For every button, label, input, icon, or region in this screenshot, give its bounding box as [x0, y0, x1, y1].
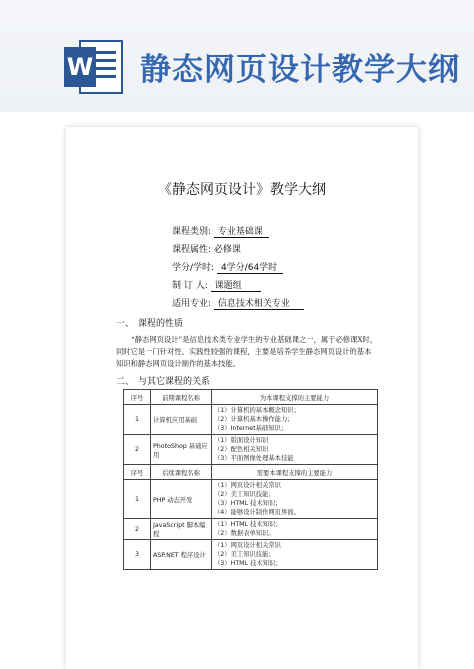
table-header-row — [124, 465, 378, 480]
meta-value: 4学分/64学时 — [217, 260, 283, 274]
course-name: PhotoShop 基础应用 — [151, 435, 212, 465]
document-title: 《静态网页设计》教学大纲 — [158, 182, 326, 198]
ability-item: （3）HTML 技术知识； — [214, 500, 282, 507]
section-title: 课程的性质 — [138, 319, 184, 329]
meta-label: 课程属性: — [172, 245, 212, 255]
ability-list — [212, 519, 378, 540]
meta-value: 必修课 — [213, 245, 241, 255]
course-nature-paragraph: “静态网页设计”是信息技术类专业学生的专业基础课之一，属于必修课X时，同时它是一门针对性、实践性较强的课程，主要是培养学生静态网页设计的基本知识和静态网页设计制作的基本技能。 — [116, 335, 378, 368]
course-name: PHP 动态开发 — [151, 480, 212, 519]
section-title: 与其它课程的关系 — [138, 377, 211, 387]
course-relation-table — [123, 389, 378, 570]
ability-list — [212, 480, 378, 519]
meta-value: 课题组 — [211, 278, 261, 292]
section-number: 一、 — [116, 319, 135, 329]
meta-credits-hours — [172, 260, 283, 274]
row-number: 1 — [124, 405, 151, 435]
ability-item: （1）计算机的基本概念知识； — [214, 407, 300, 414]
ability-list — [212, 405, 378, 435]
table-row — [124, 519, 378, 540]
ability-item: （2）美工知识技能； — [214, 551, 275, 558]
document-page — [66, 127, 418, 669]
ability-item: （2）数据表单知识。 — [214, 530, 275, 537]
header-cell: 序号 — [124, 390, 151, 405]
ability-item: （3）HTML 技术知识； — [214, 560, 282, 567]
table-row — [124, 540, 378, 570]
section-heading-nature — [116, 316, 183, 329]
svg-text:W: W — [66, 53, 94, 81]
row-number: 3 — [124, 540, 151, 570]
ability-item: （1）网页设计相关常识 — [214, 542, 281, 549]
meta-value: 专业基础课 — [214, 224, 269, 238]
header-cell: 为本课程支撑的主要能力 — [212, 390, 378, 405]
meta-label: 制 订 人: — [172, 281, 208, 291]
header-cell: 前期课程名称 — [151, 390, 212, 405]
table-header-row — [124, 390, 378, 405]
ability-item: （2）计算机基本操作能力； — [214, 416, 294, 423]
course-name: 计算机应用基础 — [151, 405, 212, 435]
section-heading-relations — [116, 374, 210, 387]
ability-list — [212, 435, 378, 465]
ability-item: （3）平面图像处理基本技能 — [214, 455, 294, 462]
meta-course-category — [172, 224, 269, 238]
ability-item: （1）版面设计知识 — [214, 437, 269, 444]
meta-label: 课程类别: — [172, 227, 212, 237]
ability-item: （1）HTML 技术知识； — [214, 521, 282, 528]
ability-item: （4）能够设计制作网页界面。 — [214, 509, 300, 516]
header-cell: 需要本课程支撑的主要能力 — [212, 465, 378, 480]
meta-applicable-major — [172, 296, 304, 310]
ability-item: （2）美工知识技能； — [214, 491, 275, 498]
table-row — [124, 480, 378, 519]
row-number: 2 — [124, 435, 151, 465]
ability-item: （3）Internet基础知识； — [214, 425, 288, 432]
banner-title: 静态网页设计教学大纲 — [140, 52, 460, 88]
meta-value: 信息技术相关专业 — [214, 296, 304, 310]
row-number: 2 — [124, 519, 151, 540]
ability-item: （1）网页设计相关常识 — [214, 482, 281, 489]
header-cell: 序号 — [124, 465, 151, 480]
row-number: 1 — [124, 480, 151, 519]
meta-label: 适用专业: — [172, 299, 212, 309]
meta-label: 学分/学时: — [172, 263, 215, 273]
table-row — [124, 435, 378, 465]
table-row — [124, 405, 378, 435]
meta-author — [172, 278, 261, 292]
section-number: 二、 — [116, 377, 135, 387]
course-name: ASP.NET 程序设计 — [151, 540, 212, 570]
course-name: JavaScript 脚本编程 — [151, 519, 212, 540]
ability-item: （2）配色相关知识 — [214, 446, 269, 453]
ability-list — [212, 540, 378, 570]
meta-course-attribute — [172, 242, 241, 255]
header-cell: 后续课程名称 — [151, 465, 212, 480]
banner — [0, 0, 474, 112]
word-icon — [62, 35, 126, 99]
